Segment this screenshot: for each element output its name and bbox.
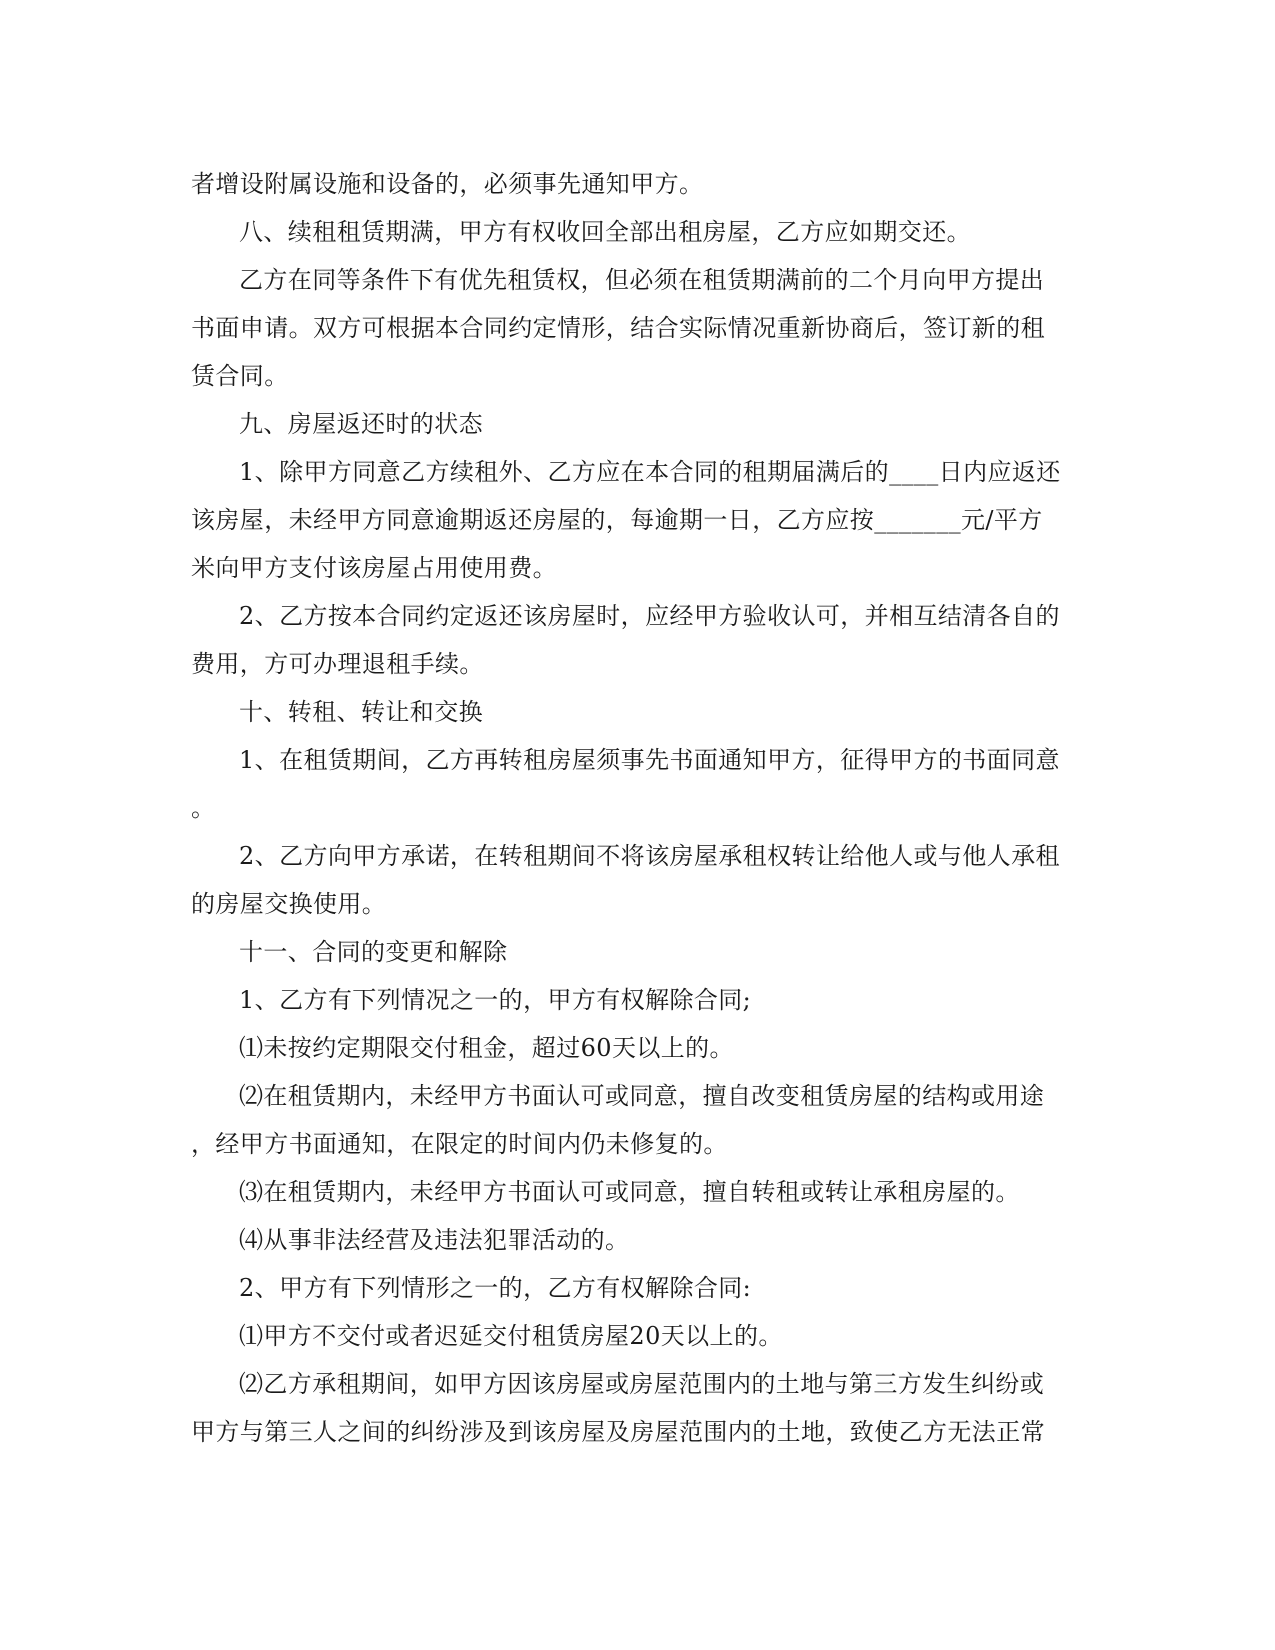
text-line: 费用，方可办理退租手续。 — [191, 650, 484, 678]
text-line: ⑵乙方承租期间，如甲方因该房屋或房屋范围内的土地与第三方发生纠纷或 — [239, 1370, 1045, 1398]
section-heading: 九、房屋返还时的状态 — [239, 410, 483, 438]
text-line: 1、除甲方同意乙方续租外、乙方应在本合同的租期届满后的____日内应返还 — [239, 458, 1061, 486]
text-line: 甲方与第三人之间的纠纷涉及到该房屋及房屋范围内的土地，致使乙方无法正常 — [191, 1418, 1045, 1446]
text-line: ⑵在租赁期内，未经甲方书面认可或同意，擅自改变租赁房屋的结构或用途 — [239, 1082, 1045, 1110]
text-line: 该房屋，未经甲方同意逾期返还房屋的，每逾期一日，乙方应按_______元/平方 — [191, 506, 1043, 534]
text-line: 乙方在同等条件下有优先租赁权，但必须在租赁期满前的二个月向甲方提出 — [239, 266, 1045, 294]
text-line: 2、乙方向甲方承诺，在转租期间不将该房屋承租权转让给他人或与他人承租 — [239, 842, 1060, 870]
text-line: 1、乙方有下列情况之一的，甲方有权解除合同; — [239, 986, 752, 1014]
text-line: 赁合同。 — [191, 362, 289, 390]
text-line: 2、乙方按本合同约定返还该房屋时，应经甲方验收认可，并相互结清各自的 — [239, 602, 1060, 630]
contract-text-body — [191, 160, 1081, 1456]
section-heading: 十一、合同的变更和解除 — [239, 938, 508, 966]
text-line: 1、在租赁期间，乙方再转租房屋须事先书面通知甲方，征得甲方的书面同意 — [239, 746, 1060, 774]
text-line: ⑴未按约定期限交付租金，超过60天以上的。 — [239, 1034, 734, 1062]
text-line: ⑶在租赁期内，未经甲方书面认可或同意，擅自转租或转让承租房屋的。 — [239, 1178, 1020, 1206]
text-line: 的房屋交换使用。 — [191, 890, 387, 918]
text-line: 米向甲方支付该房屋占用使用费。 — [191, 554, 557, 582]
text-line: 者增设附属设施和设备的，必须事先通知甲方。 — [191, 170, 704, 198]
text-line: 。 — [191, 794, 216, 822]
section-heading: 十、转租、转让和交换 — [239, 698, 483, 726]
text-line: ，经甲方书面通知，在限定的时间内仍未修复的。 — [191, 1130, 728, 1158]
text-line: ⑷从事非法经营及违法犯罪活动的。 — [239, 1226, 630, 1254]
text-line: ⑴甲方不交付或者迟延交付租赁房屋20天以上的。 — [239, 1322, 783, 1350]
text-line: 八、续租租赁期满，甲方有权收回全部出租房屋，乙方应如期交还。 — [239, 218, 971, 246]
text-line: 书面申请。双方可根据本合同约定情形，结合实际情况重新协商后，签订新的租 — [191, 314, 1045, 342]
text-line: 2、甲方有下列情形之一的，乙方有权解除合同: — [239, 1274, 752, 1302]
